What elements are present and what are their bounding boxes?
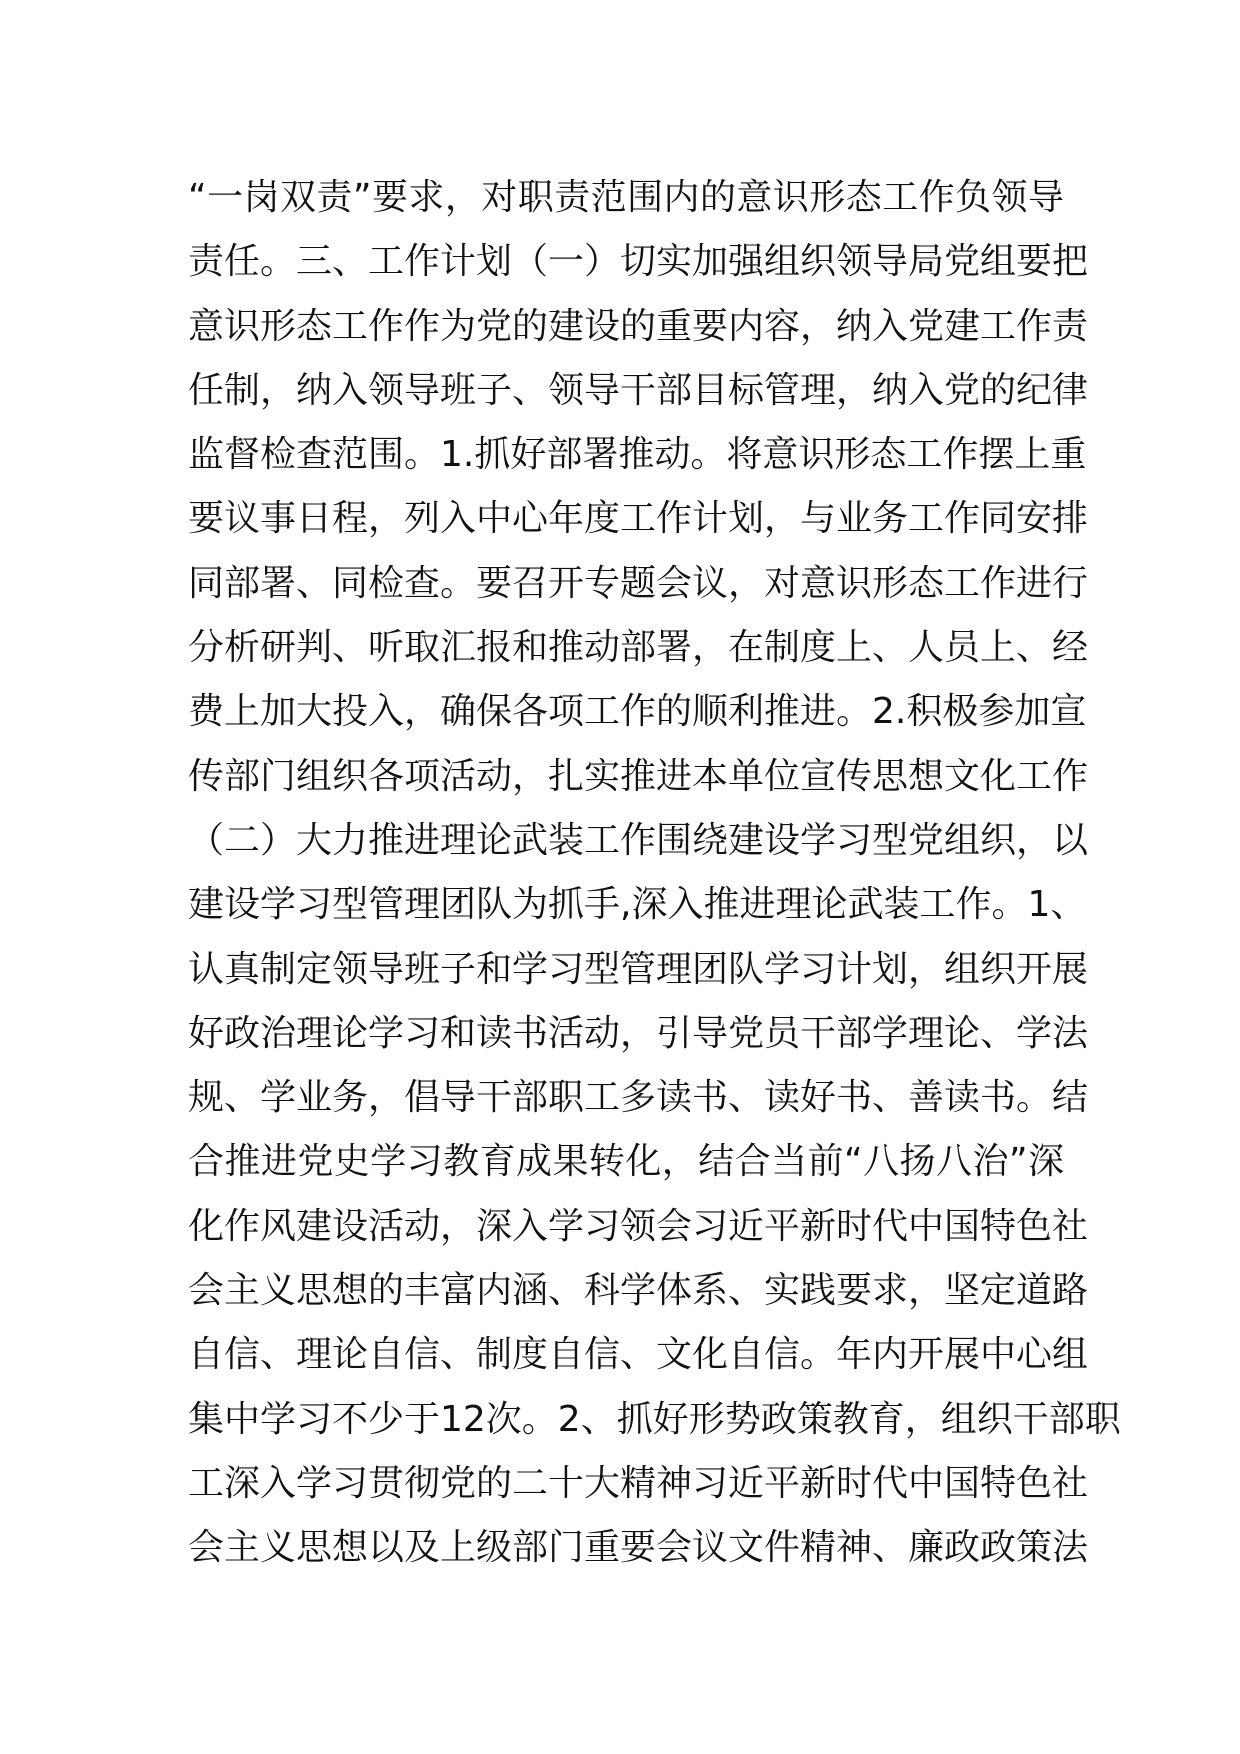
text-line: 自信、理论自信、制度自信、文化自信。年内开展中心组 [188,1334,1089,1376]
text-line: 会主义思想以及上级部门重要会议文件精神、廉政政策法 [188,1527,1089,1569]
text-line: 费上加大投入，确保各项工作的顺利推进。2.积极参加宣 [188,691,1087,733]
text-line: 监督检查范围。1.抓好部署推动。将意识形态工作摆上重 [188,434,1087,476]
text-line: 规、学业务，倡导干部职工多读书、读好书、善读书。结 [188,1077,1089,1119]
text-line: 建设学习型管理团队为抓手,深入推进理论武装工作。1、 [188,884,1087,926]
text-line: （二）大力推进理论武装工作围绕建设学习型党组织，以 [188,819,1089,861]
text-line: 要议事日程，列入中心年度工作计划，与业务工作同安排 [188,498,1089,540]
text-line: 工深入学习贯彻党的二十大精神习近平新时代中国特色社 [188,1462,1089,1504]
text-line: 化作风建设活动，深入学习领会习近平新时代中国特色社 [188,1205,1089,1247]
text-line: “一岗双责”要求，对职责范围内的意识形态工作负领导 [188,177,1064,218]
text-line: 集中学习不少于12次。2、抓好形势政策教育，组织干部职 [188,1398,1121,1440]
text-line: 好政治理论学习和读书活动，引导党员干部学理论、学法 [188,1012,1089,1054]
text-line: 合推进党史学习教育成果转化，结合当前“八扬八治”深 [188,1141,1064,1183]
text-line: 同部署、同检查。要召开专题会议，对意识形态工作进行 [188,562,1089,604]
text-line: 意识形态工作作为党的建设的重要内容，纳入党建工作责 [188,305,1089,347]
text-line: 责任。三、工作计划（一）切实加强组织领导局党组要把 [188,241,1089,283]
text-line: 任制，纳入领导班子、领导干部目标管理，纳入党的纪律 [188,369,1089,411]
text-line: 传部门组织各项活动，扎实推进本单位宣传思想文化工作 [188,755,1089,797]
text-line: 分析研判、听取汇报和推动部署，在制度上、人员上、经 [188,627,1089,669]
text-line: 会主义思想的丰富内涵、科学体系、实践要求，坚定道路 [188,1270,1089,1312]
body-text [188,166,1121,1581]
text-line: 认真制定领导班子和学习型管理团队学习计划，组织开展 [188,948,1089,990]
